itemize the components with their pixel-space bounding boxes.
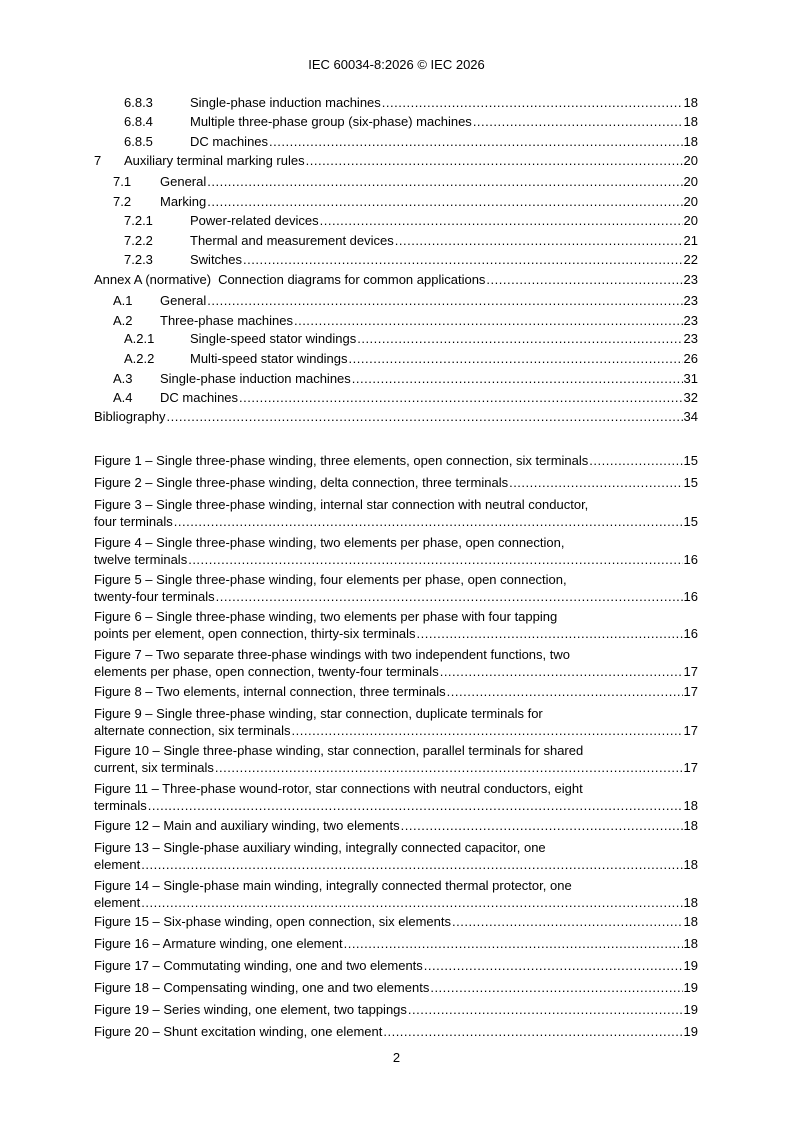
figure-entry[interactable] bbox=[94, 936, 698, 952]
toc-entry-page: 22 bbox=[683, 252, 698, 267]
toc-entry-page: 20 bbox=[683, 174, 698, 189]
figure-entry-title: Figure 19 – Series winding, one element, two tappings bbox=[94, 1002, 407, 1017]
dot-leader bbox=[357, 331, 682, 347]
dot-leader bbox=[486, 272, 682, 288]
toc-entry-page: 31 bbox=[683, 371, 698, 386]
figure-entry-title: Figure 20 – Shunt excitation winding, one element bbox=[94, 1024, 383, 1039]
toc-entry[interactable] bbox=[94, 114, 698, 130]
toc-entry[interactable] bbox=[94, 390, 698, 406]
toc-entry-number: 6.8.3 bbox=[124, 95, 153, 110]
dot-leader bbox=[349, 351, 683, 367]
figure-entry-continuation: elements per phase, open connection, twenty-four terminals bbox=[94, 664, 439, 679]
toc-entry[interactable] bbox=[94, 272, 698, 288]
toc-entry-number: 7.2.3 bbox=[124, 252, 153, 267]
dot-leader bbox=[430, 980, 682, 996]
dot-leader bbox=[167, 409, 683, 425]
toc-entry-title: General bbox=[160, 293, 207, 308]
toc-entry-number: A.2 bbox=[113, 313, 133, 328]
toc-entry[interactable] bbox=[94, 233, 698, 249]
toc-entry-title: Single-speed stator windings bbox=[190, 331, 357, 346]
toc-entry-page: 20 bbox=[683, 153, 698, 168]
figure-entry-page: 16 bbox=[683, 626, 698, 641]
dot-leader bbox=[447, 684, 683, 700]
dot-leader bbox=[452, 914, 683, 930]
figure-entry-page: 15 bbox=[683, 475, 698, 490]
figure-entry-title[interactable]: Figure 7 – Two separate three-phase windings with two independent functions, two bbox=[94, 647, 570, 662]
toc-entry-number: 7.1 bbox=[113, 174, 132, 189]
toc-entry-title: Single-phase induction machines bbox=[160, 371, 351, 386]
figure-entry-title: Figure 2 – Single three-phase winding, delta connection, three terminals bbox=[94, 475, 509, 490]
dot-leader bbox=[292, 723, 683, 739]
dot-leader bbox=[352, 371, 683, 387]
toc-entry-title: DC machines bbox=[190, 134, 269, 149]
toc-entry-number: 7.2.2 bbox=[124, 233, 153, 248]
figure-entry[interactable] bbox=[94, 1024, 698, 1040]
toc-entry-title: Thermal and measurement devices bbox=[190, 233, 394, 248]
figure-entry-continuation: alternate connection, six terminals bbox=[94, 723, 291, 738]
figure-entry-title[interactable]: Figure 14 – Single-phase main winding, integrally connected thermal protector, one bbox=[94, 878, 572, 893]
toc-entry-page: 23 bbox=[683, 293, 698, 308]
figure-entry[interactable] bbox=[94, 626, 698, 642]
figure-entry-title: Figure 16 – Armature winding, one element bbox=[94, 936, 343, 951]
toc-entry-page: 23 bbox=[683, 331, 698, 346]
dot-leader bbox=[383, 1024, 682, 1040]
figure-entry-title: Figure 15 – Six-phase winding, open connection, six elements bbox=[94, 914, 451, 929]
toc-entry-page: 20 bbox=[683, 194, 698, 209]
figure-entry[interactable] bbox=[94, 475, 698, 491]
dot-leader bbox=[320, 213, 683, 229]
toc-entry-page: 26 bbox=[683, 351, 698, 366]
figure-entry[interactable] bbox=[94, 914, 698, 930]
dot-leader bbox=[440, 664, 683, 680]
figure-entry-page: 15 bbox=[683, 453, 698, 468]
figure-entry-page: 19 bbox=[683, 980, 698, 995]
toc-entry-title: Connection diagrams for common applications bbox=[218, 272, 486, 287]
figure-entry-continuation: twelve terminals bbox=[94, 552, 188, 567]
figure-entry-continuation: terminals bbox=[94, 798, 147, 813]
figure-entry-title: Figure 17 – Commutating winding, one and two elements bbox=[94, 958, 423, 973]
toc-entry-number: A.2.2 bbox=[124, 351, 155, 366]
toc-entry-number: Annex A (normative) bbox=[94, 272, 212, 287]
dot-leader bbox=[243, 252, 683, 268]
toc-entry-title: Three-phase machines bbox=[160, 313, 293, 328]
toc-entry-page: 18 bbox=[683, 114, 698, 129]
figure-entry-continuation: current, six terminals bbox=[94, 760, 214, 775]
figure-entry-page: 18 bbox=[683, 936, 698, 951]
toc-entry-page: 23 bbox=[683, 313, 698, 328]
toc-entry-number: 6.8.5 bbox=[124, 134, 153, 149]
toc-entry-title: Multi-speed stator windings bbox=[190, 351, 348, 366]
dot-leader bbox=[269, 134, 683, 150]
figure-entry[interactable] bbox=[94, 684, 698, 700]
figure-entry[interactable] bbox=[94, 857, 698, 873]
figure-entry-page: 17 bbox=[683, 684, 698, 699]
figure-entry[interactable] bbox=[94, 552, 698, 568]
dot-leader bbox=[188, 552, 682, 568]
toc-entry[interactable] bbox=[94, 95, 698, 111]
figure-entry-title[interactable]: Figure 6 – Single three-phase winding, two elements per phase with four tapping bbox=[94, 609, 558, 624]
figure-entry-title[interactable]: Figure 3 – Single three-phase winding, internal star connection with neutral conductor, bbox=[94, 497, 589, 512]
toc-entry-number: 7.2.1 bbox=[124, 213, 153, 228]
figure-entry-page: 18 bbox=[683, 818, 698, 833]
toc-entry-page: 18 bbox=[683, 95, 698, 110]
figure-entry-continuation: twenty-four terminals bbox=[94, 589, 215, 604]
toc-entry-title: Auxiliary terminal marking rules bbox=[124, 153, 305, 168]
toc-entry-title: Marking bbox=[160, 194, 207, 209]
figure-entry[interactable] bbox=[94, 818, 698, 834]
toc-entry[interactable] bbox=[94, 174, 698, 190]
dot-leader bbox=[306, 153, 683, 169]
toc-entry[interactable] bbox=[94, 313, 698, 329]
dot-leader bbox=[207, 194, 682, 210]
toc-entry[interactable] bbox=[94, 194, 698, 210]
figure-entry-page: 16 bbox=[683, 589, 698, 604]
toc-entry-page: 20 bbox=[683, 213, 698, 228]
figure-entry[interactable] bbox=[94, 723, 698, 739]
toc-entry-number: 7 bbox=[94, 153, 102, 168]
figure-entry-title: Figure 8 – Two elements, internal connection, three terminals bbox=[94, 684, 446, 699]
figure-entry-title[interactable]: Figure 11 – Three-phase wound-rotor, star connections with neutral conductors, eight bbox=[94, 781, 583, 796]
dot-leader bbox=[417, 626, 683, 642]
toc-entry-page: 34 bbox=[683, 409, 698, 424]
figure-entry-continuation: points per element, open connection, thirty-six terminals bbox=[94, 626, 416, 641]
dot-leader bbox=[395, 233, 683, 249]
figure-entry-title[interactable]: Figure 13 – Single-phase auxiliary winding, integrally connected capacitor, one bbox=[94, 840, 546, 855]
dot-leader bbox=[216, 589, 683, 605]
toc-entry[interactable] bbox=[94, 153, 698, 169]
dot-leader bbox=[382, 95, 683, 111]
toc-entry[interactable] bbox=[94, 351, 698, 367]
dot-leader bbox=[207, 174, 682, 190]
toc-entry-number: 6.8.4 bbox=[124, 114, 153, 129]
dot-leader bbox=[141, 895, 682, 911]
figure-entry-title[interactable]: Figure 10 – Single three-phase winding, star connection, parallel terminals for shared bbox=[94, 743, 584, 758]
dot-leader bbox=[589, 453, 682, 469]
toc-entry-title: Bibliography bbox=[94, 409, 166, 424]
dot-leader bbox=[344, 936, 683, 952]
figure-entry[interactable] bbox=[94, 453, 698, 469]
toc-entry-number: A.3 bbox=[113, 371, 133, 386]
toc-entry-title: Power-related devices bbox=[190, 213, 319, 228]
dot-leader bbox=[148, 798, 683, 814]
figure-entry-title[interactable]: Figure 4 – Single three-phase winding, two elements per phase, open connection, bbox=[94, 535, 565, 550]
toc-entry-number: A.2.1 bbox=[124, 331, 155, 346]
figure-entry-page: 18 bbox=[683, 895, 698, 910]
toc-entry-page: 21 bbox=[683, 233, 698, 248]
figure-entry-page: 15 bbox=[683, 514, 698, 529]
figure-entry-title: Figure 12 – Main and auxiliary winding, two elements bbox=[94, 818, 400, 833]
toc-entry-title: Switches bbox=[190, 252, 243, 267]
toc-entry[interactable] bbox=[94, 134, 698, 150]
figure-entry-page: 16 bbox=[683, 552, 698, 567]
figure-entry[interactable] bbox=[94, 1002, 698, 1018]
page-header: IEC 60034-8:2026 © IEC 2026 bbox=[308, 57, 485, 72]
figure-entry[interactable] bbox=[94, 895, 698, 911]
dot-leader bbox=[207, 293, 682, 309]
figure-entry-title: Figure 1 – Single three-phase winding, three elements, open connection, six terminals bbox=[94, 453, 589, 468]
toc-entry[interactable] bbox=[94, 409, 698, 425]
toc-entry-page: 18 bbox=[683, 134, 698, 149]
toc-entry-page: 32 bbox=[683, 390, 698, 405]
figure-entry-title[interactable]: Figure 5 – Single three-phase winding, four elements per phase, open connection, bbox=[94, 572, 567, 587]
toc-entry-number: A.1 bbox=[113, 293, 133, 308]
toc-entry-title: Multiple three-phase group (six-phase) machines bbox=[190, 114, 472, 129]
figure-entry[interactable] bbox=[94, 798, 698, 814]
toc-entry[interactable] bbox=[94, 371, 698, 387]
toc-entry[interactable] bbox=[94, 252, 698, 268]
figure-entry-page: 19 bbox=[683, 1024, 698, 1039]
figure-entry-page: 19 bbox=[683, 1002, 698, 1017]
dot-leader bbox=[401, 818, 683, 834]
figure-entry-continuation: element bbox=[94, 895, 141, 910]
figure-entry-title: Figure 18 – Compensating winding, one and two elements bbox=[94, 980, 430, 995]
dot-leader bbox=[473, 114, 683, 130]
toc-entry[interactable] bbox=[94, 293, 698, 309]
figure-entry-page: 19 bbox=[683, 958, 698, 973]
figure-entry-continuation: element bbox=[94, 857, 141, 872]
dot-leader bbox=[408, 1002, 683, 1018]
figure-entry-page: 18 bbox=[683, 857, 698, 872]
dot-leader bbox=[424, 958, 683, 974]
dot-leader bbox=[239, 390, 683, 406]
figure-entry-title[interactable]: Figure 9 – Single three-phase winding, star connection, duplicate terminals for bbox=[94, 706, 543, 721]
toc-entry-title: DC machines bbox=[160, 390, 239, 405]
figure-entry-page: 18 bbox=[683, 798, 698, 813]
toc-entry-title: General bbox=[160, 174, 207, 189]
figure-entry[interactable] bbox=[94, 514, 698, 530]
dot-leader bbox=[174, 514, 683, 530]
toc-entry-number: 7.2 bbox=[113, 194, 132, 209]
page-number: 2 bbox=[392, 1050, 401, 1065]
figure-entry-page: 18 bbox=[683, 914, 698, 929]
toc-entry[interactable] bbox=[94, 213, 698, 229]
figure-entry[interactable] bbox=[94, 760, 698, 776]
toc-entry-title: Single-phase induction machines bbox=[190, 95, 381, 110]
figure-entry[interactable] bbox=[94, 958, 698, 974]
toc-entry-page: 23 bbox=[683, 272, 698, 287]
toc-entry[interactable] bbox=[94, 331, 698, 347]
dot-leader bbox=[215, 760, 683, 776]
figure-entry-page: 17 bbox=[683, 760, 698, 775]
figure-entry-page: 17 bbox=[683, 664, 698, 679]
figure-entry-continuation: four terminals bbox=[94, 514, 173, 529]
figure-entry[interactable] bbox=[94, 664, 698, 680]
toc-entry-number: A.4 bbox=[113, 390, 133, 405]
dot-leader bbox=[141, 857, 682, 873]
dot-leader bbox=[509, 475, 682, 491]
figure-entry[interactable] bbox=[94, 980, 698, 996]
dot-leader bbox=[294, 313, 683, 329]
figure-entry[interactable] bbox=[94, 589, 698, 605]
figure-entry-page: 17 bbox=[683, 723, 698, 738]
